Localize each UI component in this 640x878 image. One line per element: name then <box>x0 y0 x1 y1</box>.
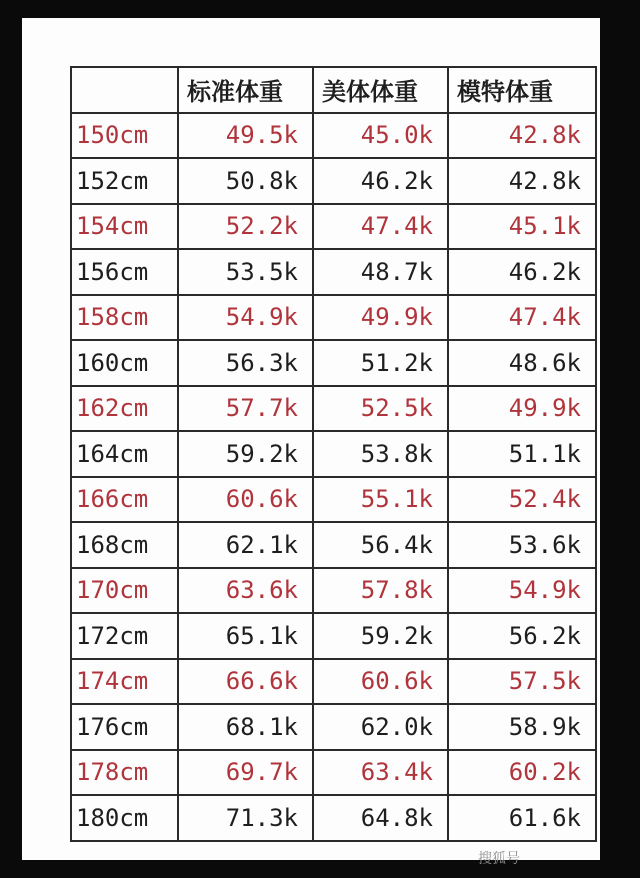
model-weight-cell: 58.9k <box>448 704 596 750</box>
height-cell: 152cm <box>71 158 178 204</box>
height-cell: 150cm <box>71 113 178 159</box>
beauty-weight-cell: 63.4k <box>313 750 448 796</box>
height-cell: 156cm <box>71 249 178 295</box>
model-weight-cell: 42.8k <box>448 113 596 159</box>
model-weight-cell: 48.6k <box>448 340 596 386</box>
weight-table <box>70 66 597 842</box>
table-body <box>71 113 596 841</box>
document-page <box>22 18 600 860</box>
height-cell: 162cm <box>71 386 178 432</box>
table-row <box>71 477 596 523</box>
model-weight-cell: 52.4k <box>448 477 596 523</box>
height-cell: 160cm <box>71 340 178 386</box>
height-cell: 164cm <box>71 431 178 477</box>
standard-weight-cell: 53.5k <box>178 249 313 295</box>
table-row <box>71 522 596 568</box>
beauty-weight-cell: 64.8k <box>313 795 448 841</box>
table-header-row <box>71 67 596 113</box>
beauty-weight-cell: 60.6k <box>313 659 448 705</box>
model-weight-cell: 49.9k <box>448 386 596 432</box>
beauty-weight-cell: 55.1k <box>313 477 448 523</box>
standard-weight-cell: 71.3k <box>178 795 313 841</box>
beauty-weight-cell: 52.5k <box>313 386 448 432</box>
height-cell: 166cm <box>71 477 178 523</box>
table-row <box>71 431 596 477</box>
table-row <box>71 158 596 204</box>
beauty-weight-cell: 59.2k <box>313 613 448 659</box>
model-weight-cell: 42.8k <box>448 158 596 204</box>
table-row <box>71 295 596 341</box>
watermark-text: 搜狐号 <box>478 851 520 867</box>
standard-weight-cell: 50.8k <box>178 158 313 204</box>
height-cell: 174cm <box>71 659 178 705</box>
table-row <box>71 659 596 705</box>
standard-weight-cell: 49.5k <box>178 113 313 159</box>
beauty-weight-cell: 56.4k <box>313 522 448 568</box>
standard-weight-cell: 69.7k <box>178 750 313 796</box>
table-row <box>71 340 596 386</box>
beauty-weight-cell: 46.2k <box>313 158 448 204</box>
model-weight-cell: 54.9k <box>448 568 596 614</box>
height-cell: 154cm <box>71 204 178 250</box>
model-weight-cell: 56.2k <box>448 613 596 659</box>
model-weight-cell: 60.2k <box>448 750 596 796</box>
model-weight-cell: 57.5k <box>448 659 596 705</box>
height-cell: 158cm <box>71 295 178 341</box>
table-row <box>71 204 596 250</box>
standard-weight-cell: 63.6k <box>178 568 313 614</box>
table-row <box>71 386 596 432</box>
header-height <box>71 67 178 113</box>
header-standard-weight: 标准体重 <box>178 67 313 113</box>
beauty-weight-cell: 47.4k <box>313 204 448 250</box>
beauty-weight-cell: 48.7k <box>313 249 448 295</box>
beauty-weight-cell: 57.8k <box>313 568 448 614</box>
standard-weight-cell: 59.2k <box>178 431 313 477</box>
table-row <box>71 113 596 159</box>
standard-weight-cell: 66.6k <box>178 659 313 705</box>
table-row <box>71 750 596 796</box>
height-cell: 172cm <box>71 613 178 659</box>
height-cell: 170cm <box>71 568 178 614</box>
beauty-weight-cell: 53.8k <box>313 431 448 477</box>
beauty-weight-cell: 62.0k <box>313 704 448 750</box>
standard-weight-cell: 52.2k <box>178 204 313 250</box>
model-weight-cell: 53.6k <box>448 522 596 568</box>
standard-weight-cell: 60.6k <box>178 477 313 523</box>
table-row <box>71 249 596 295</box>
model-weight-cell: 61.6k <box>448 795 596 841</box>
standard-weight-cell: 54.9k <box>178 295 313 341</box>
table-row <box>71 613 596 659</box>
height-cell: 176cm <box>71 704 178 750</box>
standard-weight-cell: 56.3k <box>178 340 313 386</box>
model-weight-cell: 46.2k <box>448 249 596 295</box>
beauty-weight-cell: 45.0k <box>313 113 448 159</box>
beauty-weight-cell: 49.9k <box>313 295 448 341</box>
table-row <box>71 795 596 841</box>
table-row <box>71 568 596 614</box>
model-weight-cell: 45.1k <box>448 204 596 250</box>
standard-weight-cell: 62.1k <box>178 522 313 568</box>
header-beauty-weight: 美体体重 <box>313 67 448 113</box>
height-cell: 178cm <box>71 750 178 796</box>
header-model-weight: 模特体重 <box>448 67 596 113</box>
height-cell: 168cm <box>71 522 178 568</box>
height-cell: 180cm <box>71 795 178 841</box>
standard-weight-cell: 68.1k <box>178 704 313 750</box>
standard-weight-cell: 57.7k <box>178 386 313 432</box>
model-weight-cell: 51.1k <box>448 431 596 477</box>
beauty-weight-cell: 51.2k <box>313 340 448 386</box>
table-row <box>71 704 596 750</box>
model-weight-cell: 47.4k <box>448 295 596 341</box>
standard-weight-cell: 65.1k <box>178 613 313 659</box>
